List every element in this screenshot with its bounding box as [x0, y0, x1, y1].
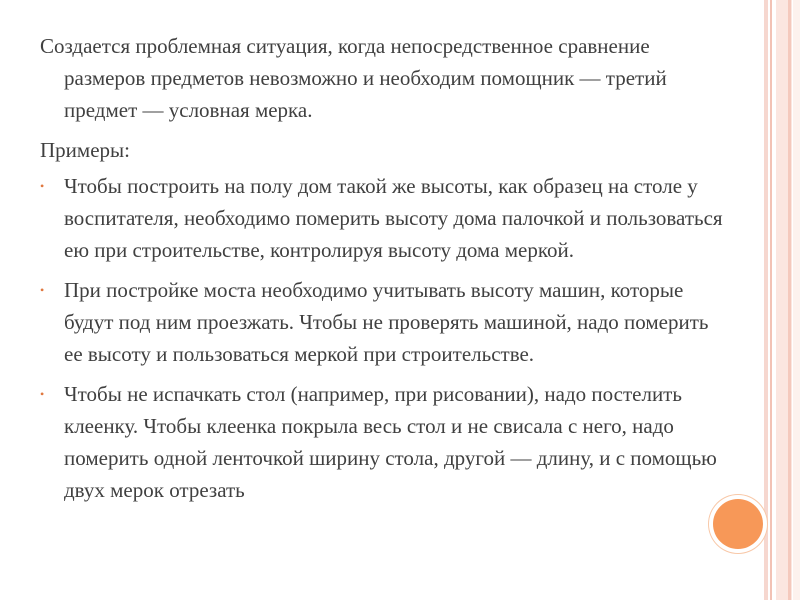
decorative-stripe	[770, 0, 772, 600]
decorative-stripe	[793, 0, 800, 600]
decorative-stripe	[788, 0, 791, 600]
list-item-text: При постройке моста необходимо учитывать высоту машин, которые будут под ним проезжать. Чтобы не проверять машиной, надо померить ее высоту и пользоваться меркой при строительстве.	[64, 278, 709, 366]
bullet-icon: •	[40, 283, 45, 297]
bullet-icon: •	[40, 387, 45, 401]
slide-body	[40, 30, 730, 514]
decorative-stripe	[764, 0, 768, 600]
list-item-text: Чтобы построить на полу дом такой же высоты, как образец на столе у воспитателя, необходимо померить высоту дома палочкой и пользоваться ею при строительстве, контролируя высоту дома меркой.	[64, 174, 723, 262]
bullet-icon: •	[40, 179, 45, 193]
list-item	[40, 378, 730, 506]
examples-heading: Примеры:	[40, 138, 130, 162]
list-item-text: Чтобы не испачкать стол (например, при рисовании), надо постелить клеенку. Чтобы клеенка покрыла весь стол и не свисала с него, надо померить одной ленточкой ширину стола, другой — длину, и с помощью двух мерок отрезать	[64, 382, 717, 502]
list-item	[40, 170, 730, 266]
intro-paragraph: Создается проблемная ситуация, когда непосредственное сравнение размеров предметов невозможно и необходим помощник — третий предмет — условная мерка.	[40, 34, 667, 122]
list-item	[40, 274, 730, 370]
examples-list	[40, 170, 730, 506]
